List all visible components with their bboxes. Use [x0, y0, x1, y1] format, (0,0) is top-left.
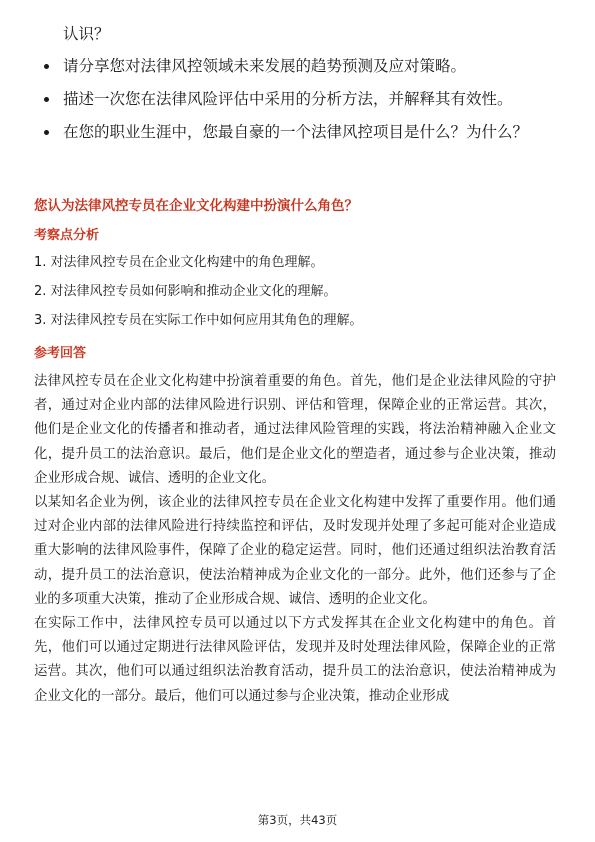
question-bullet-list — [40, 22, 560, 153]
bullet-item — [40, 54, 560, 78]
bullet-dot-icon — [44, 130, 49, 135]
analysis-point: 2. 对法律风控专员如何影响和推动企业文化的理解。 — [34, 284, 337, 299]
answer-paragraph: 以某知名企业为例，该企业的法律风控专员在企业文化构建中发挥了重要作用。他们通过对企业内部的法律风险进行持续监控和评估，及时发现并处理了多起可能对企业造成重大影响的法律风险事件，保障了企业的稳定运营。同时，他们还通过组织法治教育活动，提升员工的法治意识，使法治精神成为企业文化的一部分。此外，他们还参与了企业的多项重大决策，推动了企业形成合规、诚信、透明的企业文化。 — [34, 495, 556, 607]
bullet-item — [40, 120, 560, 144]
analysis-point: 3. 对法律风控专员在实际工作中如何应用其角色的理解。 — [34, 313, 363, 328]
answer-paragraph: 法律风控专员在企业文化构建中扮演着重要的角色。首先，他们是企业法律风险的守护者，通过对企业内部的法律风险进行识别、评估和管理，保障企业的正常运营。其次，他们是企业文化的传播者和推动者，通过法律风险管理的实践，将法治精神融入企业文化，提升员工的法治意识。最后，他们是企业文化的塑造者，通过参与企业决策，推动企业形成合规、诚信、透明的企业文化。 — [34, 374, 556, 486]
bullet-text: 在您的职业生涯中，您最自豪的一个法律风控项目是什么？为什么？ — [63, 123, 529, 141]
answer-body — [34, 370, 556, 709]
bullet-dot-icon — [44, 97, 49, 102]
answer-heading: 参考回答 — [34, 346, 87, 361]
analysis-heading: 考察点分析 — [34, 228, 100, 243]
bullet-item — [40, 87, 560, 111]
bullet-text: 描述一次您在法律风险评估中采用的分析方法，并解释其有效性。 — [63, 90, 513, 108]
bullet-dot-icon — [44, 64, 49, 69]
answer-paragraph: 在实际工作中，法律风控专员可以通过以下方式发挥其在企业文化构建中的角色。首先，他们可以通过定期进行法律风险评估，发现并及时处理法律风险，保障企业的正常运营。其次，他们可以通过组织法治教育活动，提升员工的法治意识，使法治精神成为企业文化的一部分。最后，他们可以通过参与企业决策，推动企业形成 — [34, 616, 556, 704]
page-number: 第3页，共43页 — [257, 813, 338, 827]
question-title: 您认为法律风控专员在企业文化构建中扮演什么角色？ — [34, 198, 358, 214]
bullet-continuation: 认识？ — [63, 25, 110, 43]
analysis-points — [34, 253, 564, 340]
bullet-text: 请分享您对法律风控领域未来发展的趋势预测及应对策略。 — [63, 57, 467, 75]
analysis-point: 1. 对法律风控专员在企业文化构建中的角色理解。 — [34, 255, 324, 270]
